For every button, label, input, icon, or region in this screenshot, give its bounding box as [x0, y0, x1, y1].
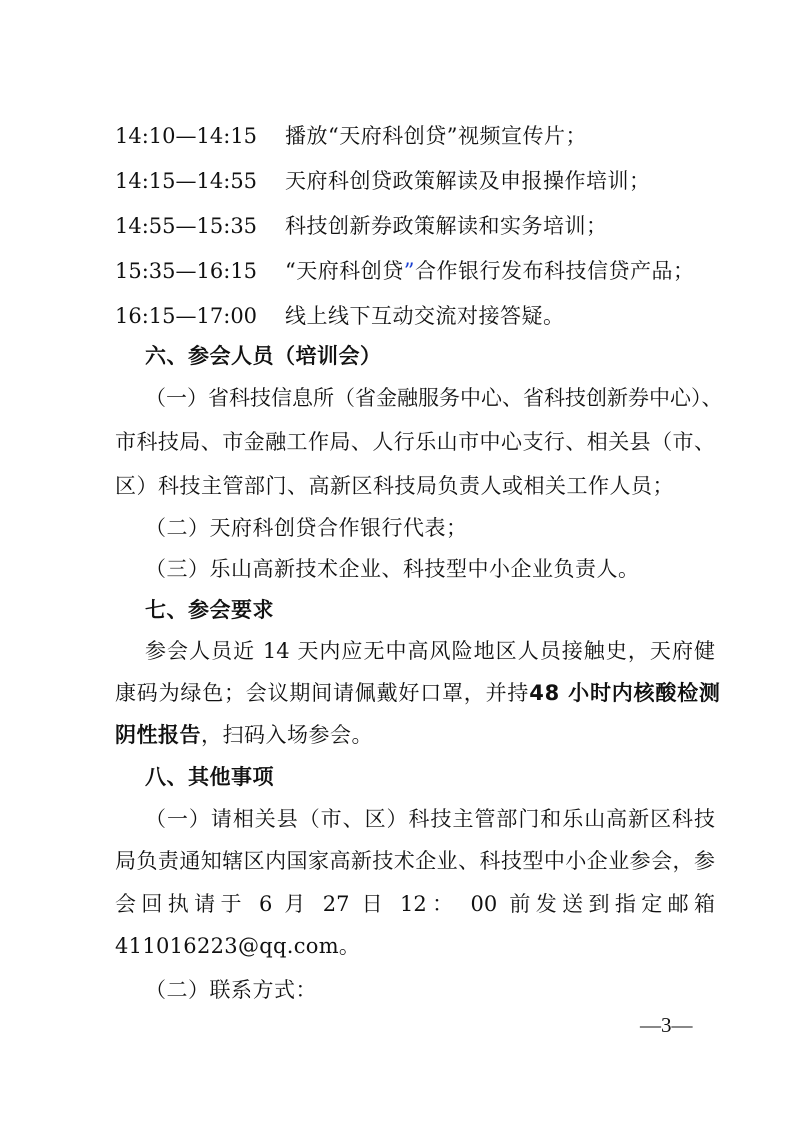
schedule-item: 科技创新券政策解读和实务培训； — [285, 214, 608, 238]
schedule-time: 14:15—14:55 — [115, 169, 258, 193]
section-heading: 八、其他事项 — [145, 765, 274, 789]
schedule-time: 16:15—17:00 — [115, 304, 258, 328]
schedule-row — [115, 121, 715, 151]
schedule-item: 天府科创贷政策解读及申报操作培训； — [285, 169, 651, 193]
paragraph-line: （一）省科技信息所（省金融服务中心、省科技创新券中心）、 — [145, 386, 723, 410]
paragraph-line — [115, 720, 715, 750]
schedule-time: 14:10—14:15 — [115, 124, 258, 148]
paragraph-text: 康码为绿色；会议期间请佩戴好口罩，并持 — [115, 681, 530, 705]
paragraph-line: 会回执请于 6 月 27 日 12： 00 前发送到指定邮箱 — [115, 892, 715, 916]
schedule-item-pre: “天府科创贷 — [285, 259, 404, 283]
schedule-item: 线上线下互动交流对接答疑。 — [285, 304, 565, 328]
schedule-row — [115, 301, 715, 331]
schedule-item-post: 合作银行发布科技信贷产品； — [415, 259, 695, 283]
schedule-time: 14:55—15:35 — [115, 214, 258, 238]
paragraph-line: 局负责通知辖区内国家高新技术企业、科技型中小企业参会，参 — [115, 849, 715, 873]
emphasis-text: 48 小时内核酸检测 — [529, 681, 721, 705]
schedule-time: 15:35—16:15 — [115, 259, 258, 283]
emphasis-text: 阴性报告 — [115, 723, 201, 747]
paragraph-line: 市科技局、市金融工作局、人行乐山市中心支行、相关县（市、 — [115, 430, 715, 454]
paragraph-line: 区）科技主管部门、高新区科技局负责人或相关工作人员； — [115, 474, 674, 498]
paragraph-line: （三）乐山高新技术企业、科技型中小企业负责人。 — [145, 557, 640, 581]
schedule-row — [115, 211, 715, 241]
paragraph-line: 参会人员近 14 天内应无中高风险地区人员接触史，天府健 — [145, 639, 715, 663]
schedule-row — [115, 256, 715, 286]
paragraph-line: （二）天府科创贷合作银行代表； — [145, 516, 468, 540]
paragraph-line: （二）联系方式： — [145, 978, 317, 1002]
schedule-item-quote: ” — [403, 259, 415, 283]
paragraph-line — [115, 678, 721, 708]
email-address: 411016223@qq.com。 — [115, 934, 361, 958]
schedule-item: 播放“天府科创贷”视频宣传片； — [285, 124, 587, 148]
section-heading: 六、参会人员（培训会） — [145, 344, 382, 368]
page-number: —3— — [640, 1013, 693, 1037]
paragraph-text: ，扫码入场参会。 — [201, 723, 373, 747]
section-heading: 七、参会要求 — [145, 598, 274, 622]
schedule-row — [115, 166, 715, 196]
paragraph-line: （一）请相关县（市、区）科技主管部门和乐山高新区科技 — [145, 807, 715, 831]
